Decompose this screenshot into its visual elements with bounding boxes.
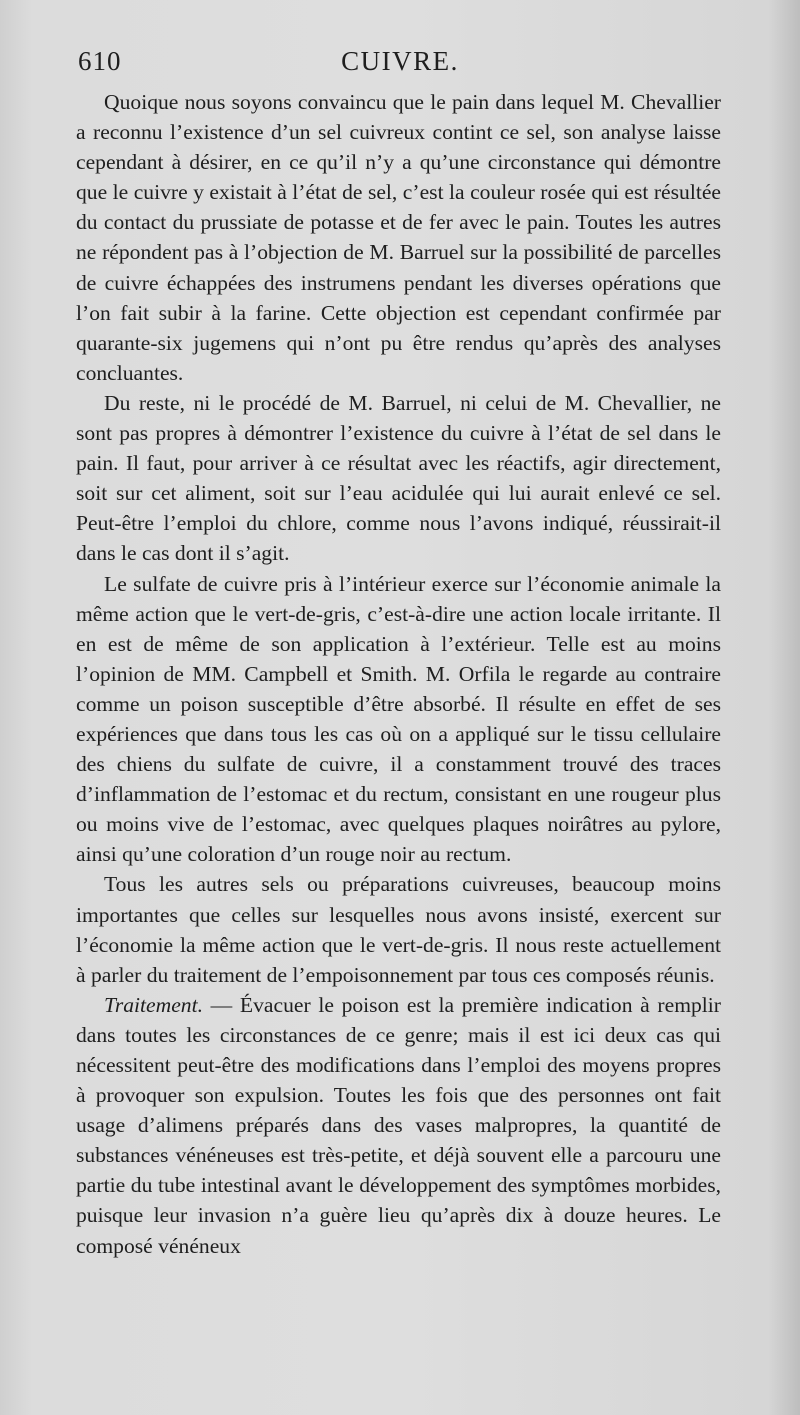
paragraph-text: Du reste, ni le procédé de M. Barruel, ni celui de M. Chevallier, ne sont pas propres à démontrer l’existence du cuivre à l’état de sel dans le pain. Il faut, pour arriver à ce résultat avec les réactifs, agir directement, soit sur cet aliment, soit sur l’eau acidulée qui lui aurait enlevé ce sel. Peut-être l’emploi du chlore, comme nous l’avons indiqué, réussirait-il dans le cas dont il s’agit. <box>76 390 721 566</box>
paragraph <box>76 869 721 989</box>
page-number: 610 <box>78 46 122 76</box>
paragraph-text: Quoique nous soyons convaincu que le pain dans lequel M. Chevallier a reconnu l’existence d’un sel cuivreux contint ce sel, son analyse laisse cependant à désirer, en ce qu’il n’y a qu’une circonstance qui démontre que le cuivre y existait à l’état de sel, c’est la couleur rosée qui est résultée du contact du prussiate de potasse et de fer avec le pain. Toutes les autres ne répondent pas à l’objection de M. Barruel sur la possibilité de parcelles de cuivre échappées des instrumens pendant les diverses opérations que l’on fait subir à la farine. Cette objection est cependant confirmée par quarante-six jugemens qui n’ont pu être rendus qu’après des analyses concluantes. <box>76 90 721 385</box>
running-title: CUIVRE. <box>341 46 459 76</box>
paragraph <box>76 87 721 388</box>
paragraph-text: Tous les autres sels ou préparations cuivreuses, beaucoup moins importantes que celles sur lesquelles nous avons insisté, exercent sur l’économie la même action que le vert-de-gris. Il nous reste actuellement à parler du traitement de l’empoisonnement par tous ces composés réunis. <box>76 872 721 987</box>
paragraph-text: — Évacuer le poison est la première indication à remplir dans toutes les circonstances de ce genre; mais il est ici deux cas qui nécessitent peut-être des modifications dans l’emploi des moyens propres à provoquer son expulsion. Toutes les fois que des personnes ont fait usage d’alimens préparés dans des vases malpropres, la quantité de substances vénéneuses est très-petite, et déjà souvent elle a parcouru une partie du tube intestinal avant le développement des symptômes morbides, puisque leur invasion n’a guère lieu qu’après dix à douze heures. Le composé vénéneux <box>76 992 721 1258</box>
paragraph <box>76 990 721 1261</box>
paragraph-text: Le sulfate de cuivre pris à l’intérieur exerce sur l’économie animale la même action que le vert-de-gris, c’est-à-dire une action locale irritante. Il en est de même de son application à l’extérieur. Telle est au moins l’opinion de MM. Campbell et Smith. M. Orfila le regarde au contraire comme un poison susceptible d’être absorbé. Il résulte en effet de ses expériences que dans tous les cas où on a appliqué sur le tissu cellulaire des chiens du sulfate de cuivre, il a constamment trouvé des traces d’inflammation de l’estomac et du rectum, consistant en une rougeur plus ou moins vive de l’estomac, avec quelques plaques noirâtres au pylore, ainsi qu’une coloration d’un rouge noir au rectum. <box>76 571 721 867</box>
paragraph <box>76 569 721 870</box>
section-label: Traitement. <box>104 992 203 1017</box>
paragraph <box>76 388 721 569</box>
body-text <box>76 87 721 1261</box>
page-header <box>78 46 722 86</box>
